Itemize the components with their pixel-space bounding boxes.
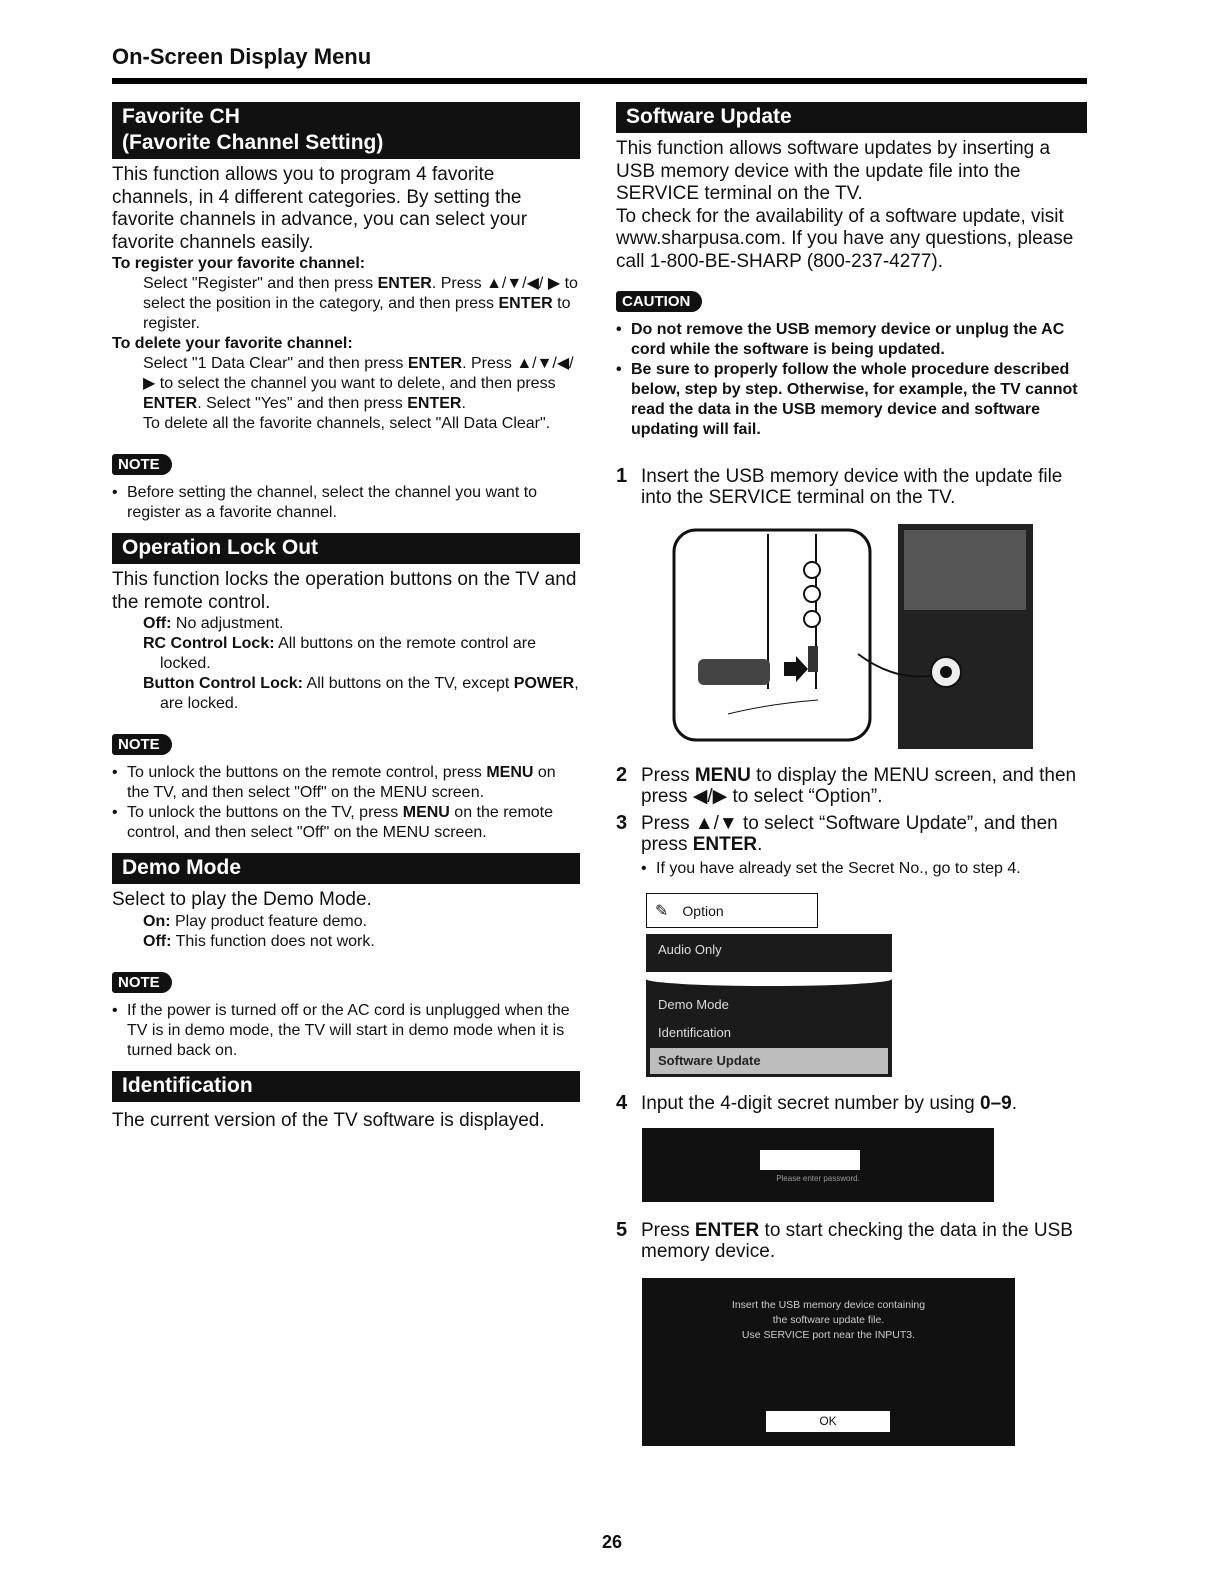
option-icon: ✎	[655, 902, 669, 920]
page-number: 26	[601, 1532, 623, 1552]
delete-heading: To delete your favorite channel:	[112, 335, 353, 352]
demo-mode-intro: Select to play the Demo Mode.	[112, 889, 372, 910]
password-screen	[642, 1128, 994, 1202]
lock-rc-item: RC Control Lock: All buttons on the remote control are locked.	[143, 635, 537, 672]
step-2: 2 Press MENU to display the MENU screen, and then press ◀/▶ to select “Option”.	[616, 764, 1077, 807]
list-item: • To unlock the buttons on the TV, press MENU on the remote control, and then select "Off" on the MENU screen.	[112, 803, 580, 843]
software-update-contact: To check for the availability of a software update, visit www.sharpusa.com. If you have any questions, please call 1-800-BE-SHARP (800-237-4277).	[616, 205, 1074, 272]
option-menu-screenshot	[646, 893, 892, 1077]
step-5: 5 Press ENTER to start checking the data in the USB memory device.	[616, 1219, 1073, 1262]
step-number: 4	[616, 1092, 628, 1114]
right-column	[616, 102, 1087, 1446]
list-item: • Do not remove the USB memory device or unplug the AC cord while the software is being updated.	[616, 320, 1087, 360]
option-menu-header: ✎ Option	[646, 893, 818, 928]
favorite-ch-heading: Favorite CH (Favorite Channel Setting)	[112, 102, 580, 159]
step-number: 3	[616, 812, 628, 834]
step-1: 1 Insert the USB memory device with the update file into the SERVICE terminal on the TV.	[616, 465, 1063, 508]
usb-prompt-screen	[642, 1278, 1015, 1446]
operation-lock-intro: This function locks the operation buttons on the TV and the remote control.	[112, 569, 577, 613]
lock-notes	[112, 763, 580, 843]
list-item: • If you have already set the Secret No., go to step 4.	[641, 859, 1087, 879]
note-badge: NOTE	[112, 972, 172, 993]
step-3-notes	[641, 859, 1087, 879]
ok-button[interactable]: OK	[766, 1411, 890, 1432]
software-update-intro: This function allows software updates by inserting a USB memory device with the update file into the SERVICE terminal on the TV.	[616, 138, 1051, 204]
lock-off-item: Off: No adjustment.	[143, 615, 284, 632]
step-number: 1	[616, 465, 628, 487]
step-3: 3 Press ▲/▼ to select “Software Update”, and then press ENTER.	[616, 812, 1058, 855]
menu-item-demo-mode[interactable]: Demo Mode	[658, 997, 729, 1012]
caution-list	[616, 320, 1087, 440]
menu-item-identification[interactable]: Identification	[658, 1025, 731, 1040]
register-heading: To register your favorite channel:	[112, 255, 366, 272]
usb-insert-diagram	[668, 524, 1033, 749]
software-update-heading: Software Update	[616, 102, 1087, 133]
register-text: Select "Register" and then press ENTER. Press ▲/▼/◀/ ▶ to select the position in the category, and then press ENTER to register.	[143, 275, 578, 332]
operation-lock-heading: Operation Lock Out	[112, 533, 580, 564]
favorite-ch-intro: This function allows you to program 4 favorite channels, in 4 different categories. By setting the favorite channels in advance, you can select your favorite channels easily.	[112, 164, 528, 253]
step-number: 5	[616, 1219, 628, 1241]
page-title: On-Screen Display Menu	[112, 44, 372, 69]
step-4: 4 Input the 4-digit secret number by using 0–9.	[616, 1092, 1018, 1114]
delete-all-text: To delete all the favorite channels, select "All Data Clear".	[143, 415, 551, 432]
usb-prompt-message: Insert the USB memory device containing the software update file. Use SERVICE port near the INPUT3.	[731, 1299, 926, 1341]
demo-notes	[112, 1001, 580, 1061]
list-item: • Be sure to properly follow the whole procedure described below, step by step. Otherwise, for example, the TV cannot read the data in the USB memory device and software updating will fail.	[616, 360, 1087, 440]
demo-mode-heading: Demo Mode	[112, 853, 580, 884]
list-item: • To unlock the buttons on the remote control, press MENU on the TV, and then select "Off" on the MENU screen.	[112, 763, 580, 803]
step-number: 2	[616, 764, 628, 786]
menu-item-software-update[interactable]: Software Update	[650, 1048, 888, 1074]
list-item: • Before setting the channel, select the channel you want to register as a favorite channel.	[112, 483, 580, 523]
password-input[interactable]	[760, 1150, 860, 1170]
menu-item-audio-only[interactable]: Audio Only	[658, 942, 722, 957]
list-item: • If the power is turned off or the AC cord is unplugged when the TV is in demo mode, the TV will start in demo mode when it is turned back on.	[112, 1001, 580, 1061]
lock-button-item: Button Control Lock: All buttons on the TV, except POWER, are locked.	[143, 675, 579, 712]
menu-break	[646, 972, 892, 986]
demo-on-item: On: Play product feature demo.	[143, 912, 368, 930]
identification-heading: Identification	[112, 1071, 580, 1102]
identification-text: The current version of the TV software is displayed.	[112, 1109, 545, 1131]
favorite-notes	[112, 483, 580, 523]
usb-illustration	[668, 524, 1033, 749]
left-column	[112, 102, 580, 1132]
header-rule	[112, 78, 1087, 84]
password-prompt: Please enter password.	[776, 1174, 860, 1183]
caution-badge: CAUTION	[616, 291, 702, 312]
note-badge: NOTE	[112, 734, 172, 755]
demo-off-item: Off: This function does not work.	[143, 932, 375, 950]
delete-text: Select "1 Data Clear" and then press ENTER. Press ▲/▼/◀/▶ to select the channel you want to delete, and then press ENTER. Select "Yes" and then press ENTER.	[143, 355, 574, 412]
note-badge: NOTE	[112, 454, 172, 475]
option-menu-list	[646, 934, 892, 1077]
